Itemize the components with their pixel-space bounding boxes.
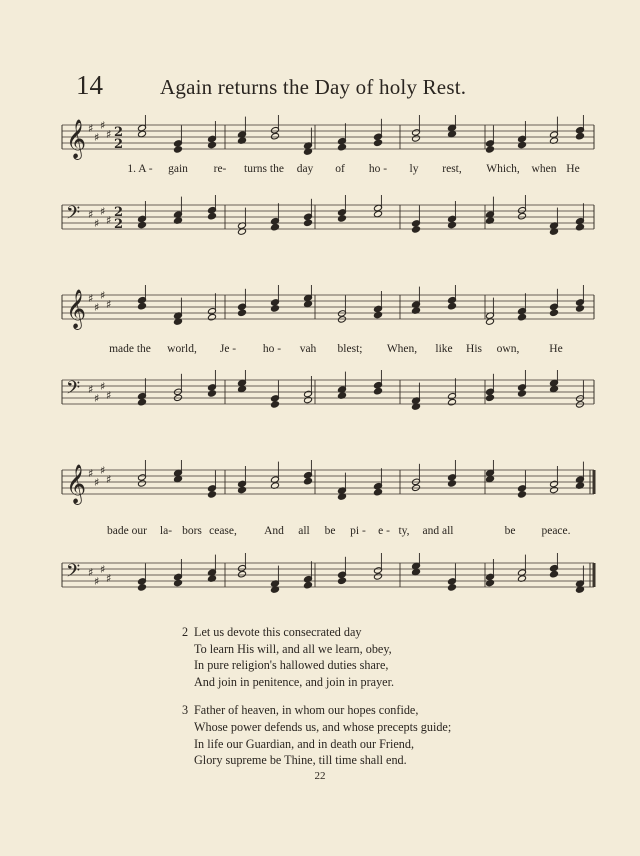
half-note <box>138 480 147 487</box>
time-signature-bottom: 2 <box>114 217 124 232</box>
quarter-note <box>374 311 383 318</box>
quarter-note <box>486 579 495 586</box>
half-note <box>448 398 457 405</box>
syllable: own, <box>496 343 520 355</box>
syllable: e - <box>378 525 390 537</box>
verse-line: Whose power defends us, and whose precepts guide; <box>194 719 452 734</box>
sharp-icon: ♯ <box>88 122 94 135</box>
sharp-icon: ♯ <box>94 476 100 489</box>
syllable: 1. A - <box>127 163 153 175</box>
syllable: He <box>566 163 580 175</box>
quarter-note <box>412 226 421 233</box>
quarter-note <box>304 477 313 484</box>
verse-line: And join in penitence, and join in prayer. <box>194 674 395 689</box>
verse-line: Father of heaven, in whom our hopes confide, <box>194 703 419 718</box>
syllable: ty, <box>398 525 410 537</box>
quarter-note <box>518 390 527 397</box>
treble-clef-icon: 𝄞 <box>66 464 87 504</box>
quarter-note <box>448 480 457 487</box>
sharp-icon: ♯ <box>100 380 106 393</box>
sharp-icon: ♯ <box>88 467 94 480</box>
syllable: gain <box>168 163 188 175</box>
verse-line: Glory supreme be Thine, till time shall end. <box>194 753 407 768</box>
half-note <box>550 486 559 493</box>
syllable: turns the <box>244 163 284 175</box>
treble-staff-3 <box>60 460 600 510</box>
sharp-icon: ♯ <box>100 289 106 302</box>
hymn-title: Again returns the Day of holy Rest. <box>160 75 467 99</box>
sharp-icon: ♯ <box>100 464 106 477</box>
sharp-icon: ♯ <box>94 575 100 588</box>
half-note <box>518 212 527 219</box>
half-note <box>374 573 383 580</box>
quarter-note <box>208 212 217 219</box>
quarter-note <box>304 219 313 226</box>
syllable: rest, <box>442 163 462 175</box>
quarter-note <box>518 313 527 320</box>
bass-clef-icon: 𝄢 <box>66 378 81 403</box>
sharp-icon: ♯ <box>88 566 94 579</box>
sharp-icon: ♯ <box>94 131 100 144</box>
quarter-note <box>518 141 527 148</box>
lyric-line-1 <box>60 163 600 181</box>
quarter-note <box>174 146 183 153</box>
quarter-note <box>448 221 457 228</box>
half-note <box>304 396 313 403</box>
verse-3 <box>182 702 512 768</box>
syllable: When, <box>386 343 418 355</box>
verse-line: Let us devote this consecrated day <box>194 625 362 639</box>
quarter-note <box>576 132 585 139</box>
hymn-number: 14 <box>76 70 103 100</box>
verse-number: 2 <box>182 625 189 639</box>
sharp-icon: ♯ <box>100 563 106 576</box>
sharp-icon: ♯ <box>100 205 106 218</box>
syllable: be <box>504 525 516 537</box>
half-note <box>576 401 585 408</box>
sharp-icon: ♯ <box>106 128 112 141</box>
bass-staff-1 <box>60 195 600 245</box>
syllable: bors <box>182 525 202 537</box>
quarter-note <box>486 394 495 401</box>
quarter-note <box>271 223 280 230</box>
sharp-icon: ♯ <box>106 473 112 486</box>
syllable: like <box>435 343 453 355</box>
sharp-icon: ♯ <box>106 298 112 311</box>
treble-staff-1 <box>60 115 600 165</box>
quarter-note <box>448 302 457 309</box>
syllable: And <box>264 525 284 537</box>
treble-staff-2 <box>60 285 600 335</box>
bass-staff-2 <box>60 370 600 420</box>
syllable: peace. <box>541 525 571 537</box>
bass-clef-icon: 𝄢 <box>66 203 81 228</box>
quarter-note <box>304 581 313 588</box>
syllable: pi - <box>350 525 366 537</box>
verse-number: 3 <box>182 703 189 718</box>
syllable: world, <box>167 343 197 355</box>
quarter-note <box>208 390 217 397</box>
syllable: Which, <box>486 163 520 175</box>
lyric-line-3 <box>60 525 600 543</box>
sharp-icon: ♯ <box>100 119 106 132</box>
sharp-icon: ♯ <box>88 208 94 221</box>
half-note <box>271 132 280 139</box>
syllable: bade our <box>107 525 147 537</box>
treble-clef-icon: 𝄞 <box>66 119 87 159</box>
quarter-note <box>374 139 383 146</box>
sharp-icon: ♯ <box>94 217 100 230</box>
syllable: all <box>298 525 310 537</box>
bass-clef-icon: 𝄢 <box>66 561 81 586</box>
quarter-note <box>518 491 527 498</box>
quarter-note <box>271 401 280 408</box>
verse-line: To learn His will, and all we learn, obey, <box>194 641 392 656</box>
quarter-note <box>486 146 495 153</box>
half-note <box>412 135 421 142</box>
half-note <box>238 570 247 577</box>
syllable: of <box>335 163 345 175</box>
quarter-note <box>271 305 280 312</box>
quarter-note <box>238 486 247 493</box>
quarter-note <box>550 570 559 577</box>
quarter-note <box>448 584 457 591</box>
sharp-icon: ♯ <box>106 572 112 585</box>
quarter-note <box>338 143 347 150</box>
quarter-note <box>138 398 147 405</box>
quarter-note <box>576 223 585 230</box>
sharp-icon: ♯ <box>88 292 94 305</box>
sharp-icon: ♯ <box>106 389 112 402</box>
lyric-line-2 <box>60 343 600 361</box>
syllable: re- <box>213 163 227 175</box>
quarter-note <box>238 309 247 316</box>
syllable: blest; <box>337 343 363 355</box>
quarter-note <box>374 387 383 394</box>
time-signature-top: 2 <box>114 125 124 140</box>
syllable: vah <box>299 343 317 355</box>
quarter-note <box>338 577 347 584</box>
bass-staff-3 <box>60 553 600 603</box>
hymn-header <box>76 70 536 104</box>
syllable: day <box>296 163 314 175</box>
treble-clef-icon: 𝄞 <box>66 289 87 329</box>
quarter-note <box>338 215 347 222</box>
quarter-note <box>138 584 147 591</box>
sharp-icon: ♯ <box>94 392 100 405</box>
syllable: made the <box>109 343 151 355</box>
quarter-note <box>208 491 217 498</box>
quarter-note <box>576 305 585 312</box>
syllable: Je - <box>219 343 237 355</box>
time-signature-bottom: 2 <box>114 137 124 152</box>
syllable: be <box>324 525 336 537</box>
verse-line: In life our Guardian, and in death our Friend, <box>194 736 414 751</box>
sharp-icon: ♯ <box>88 383 94 396</box>
syllable: ho - <box>262 343 282 355</box>
syllable: ly <box>409 163 419 175</box>
syllable: His <box>466 343 482 355</box>
sharp-icon: ♯ <box>106 214 112 227</box>
syllable: when <box>531 163 557 175</box>
quarter-note <box>138 302 147 309</box>
quarter-note <box>374 488 383 495</box>
syllable: He <box>549 343 563 355</box>
quarter-note <box>138 221 147 228</box>
additional-verses <box>182 624 512 781</box>
sharp-icon: ♯ <box>94 301 100 314</box>
syllable: cease, <box>209 525 237 537</box>
verse-2 <box>182 624 512 690</box>
half-note <box>208 313 217 320</box>
quarter-note <box>174 579 183 586</box>
verse-line: In pure religion's hallowed duties share, <box>194 658 389 673</box>
syllable: ho - <box>368 163 388 175</box>
syllable: la- <box>159 525 173 537</box>
page-number: 22 <box>314 770 326 782</box>
quarter-note <box>208 141 217 148</box>
syllable: and all <box>422 525 454 537</box>
quarter-note <box>550 309 559 316</box>
time-signature-top: 2 <box>114 205 124 220</box>
